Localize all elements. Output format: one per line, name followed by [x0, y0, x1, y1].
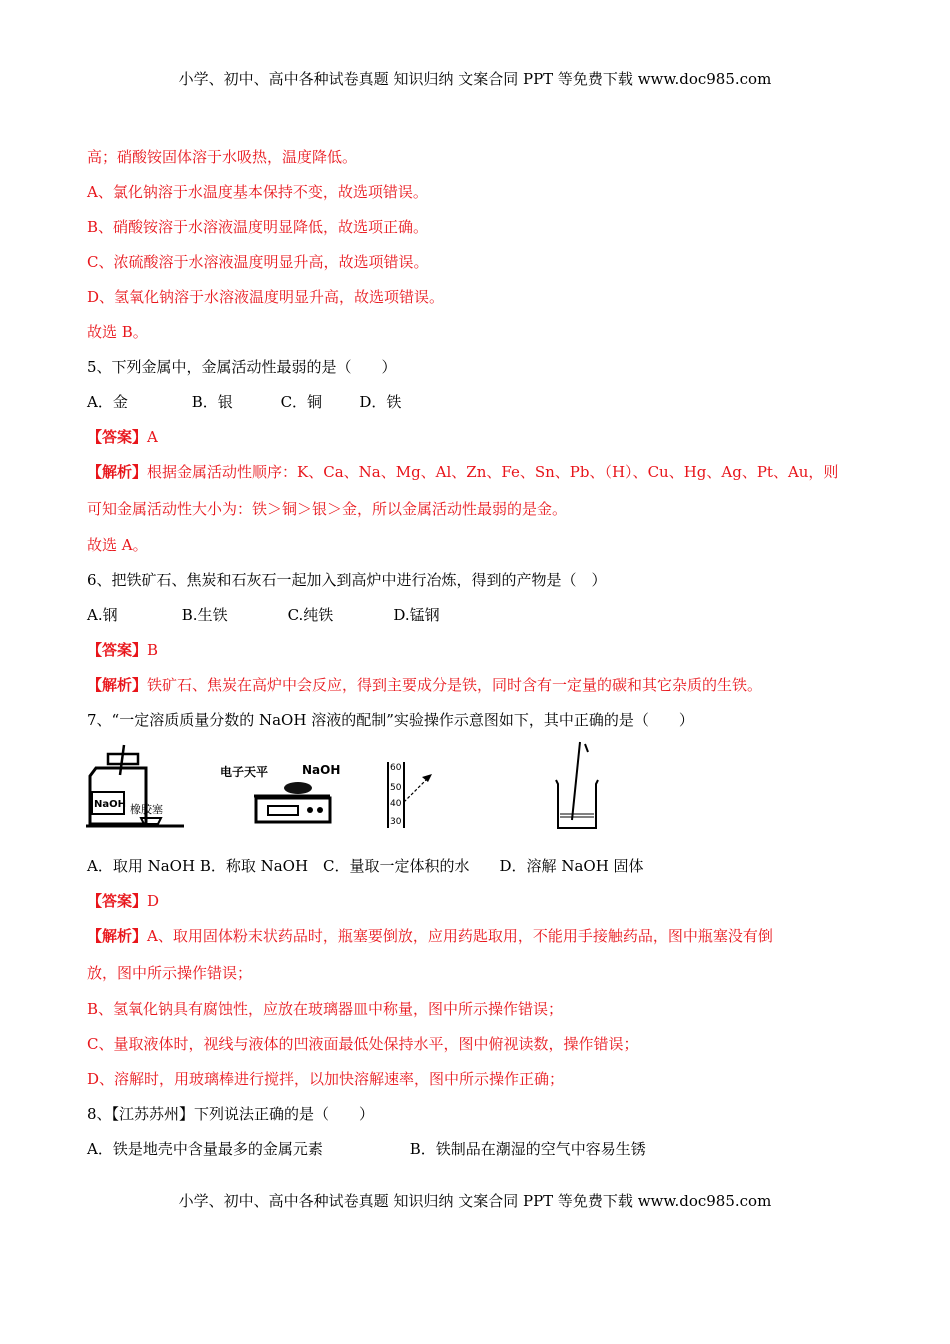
page-footer: 小学、初中、高中各种试卷真题 知识归纳 文案合同 PPT 等免费下载 www.doc985.com — [178, 1192, 772, 1210]
q4-option-b-analysis: B、硝酸铵溶于水溶液温度明显降低，故选项正确。 — [87, 218, 429, 236]
q5-analysis-line1 — [87, 462, 870, 482]
q7-option-b-analysis: B、氢氧化钠具有腐蚀性，应放在玻璃器皿中称量，图中所示操作错误； — [87, 1000, 564, 1018]
q5-option-d: D．铁 — [359, 393, 402, 411]
q4-option-d-analysis: D、氢氧化钠溶于水溶液温度明显升高，故选项错误。 — [87, 288, 445, 306]
answer-label: 【答案】 — [87, 892, 148, 910]
fig-balance-label: 电子天平 — [220, 765, 269, 779]
answer-value: D — [147, 892, 160, 910]
q7-options: A．取用 NaOH B．称取 NaOH C．量取一定体积的水 D．溶解 NaOH 固体 — [87, 857, 644, 875]
fig-stopper-label: 橡胶塞 — [130, 803, 163, 816]
q5-analysis-line2: 可知金属活动性大小为：铁＞铜＞银＞金，所以金属活动性最弱的是金。 — [87, 500, 568, 518]
analysis-label: 【解析】 — [87, 463, 148, 481]
q7-option-d-analysis: D、溶解时，用玻璃棒进行搅拌，以加快溶解速率，图中所示操作正确； — [87, 1070, 565, 1088]
q7-analysis-line1 — [87, 926, 870, 946]
q6-option-a: A.钢 — [87, 606, 118, 624]
q8-option-b: B．铁制品在潮湿的空气中容易生锈 — [409, 1140, 646, 1158]
analysis-text: 根据金属活动性顺序：K、Ca、Na、Mg、Al、Zn、Fe、Sn、Pb、（H）、Cu、Hg、Ag、Pt、Au，则 — [147, 463, 839, 481]
q5-option-a: A．金 — [87, 393, 128, 411]
q6-option-d: D.锰钢 — [393, 606, 440, 624]
q6-stem: 6、把铁矿石、焦炭和石灰石一起加入到高炉中进行冶炼，得到的产物是（ ） — [87, 571, 607, 589]
q4-explanation-line: 高；硝酸铵固体溶于水吸热，温度降低。 — [87, 148, 358, 166]
q6-analysis — [87, 675, 870, 695]
fig-bottle-label: NaOH — [94, 799, 126, 810]
analysis-label: 【解析】 — [87, 927, 148, 945]
fig-tick-50: 50 — [390, 783, 402, 793]
fig-tick-40: 40 — [390, 799, 402, 809]
q6-option-b: B.生铁 — [181, 606, 228, 624]
fig-tick-60: 60 — [390, 763, 402, 773]
figure-balance — [218, 740, 348, 830]
figure-beaker — [550, 740, 610, 832]
q7-stem: 7、“一定溶质质量分数的 NaOH 溶液的配制”实验操作示意图如下，其中正确的是（ ） — [87, 711, 694, 729]
q4-conclusion: 故选 B。 — [87, 323, 148, 341]
q5-answer — [87, 427, 870, 447]
q7-answer — [87, 891, 870, 911]
fig-balance-naoh-label: NaOH — [302, 763, 341, 777]
q8-options — [87, 1139, 870, 1159]
answer-value: A — [147, 428, 158, 446]
q5-option-c: C．铜 — [280, 393, 323, 411]
q6-options — [87, 605, 870, 625]
figure-cylinder — [382, 740, 452, 830]
q4-option-c-analysis: C、浓硫酸溶于水溶液温度明显升高，故选项错误。 — [87, 253, 429, 271]
q5-option-b: B．银 — [191, 393, 233, 411]
analysis-label: 【解析】 — [87, 676, 148, 694]
q4-option-a-analysis: A、氯化钠溶于水温度基本保持不变，故选项错误。 — [87, 183, 428, 201]
q8-stem: 8、【江苏苏州】下列说法正确的是（ ） — [87, 1105, 375, 1123]
q5-stem: 5、下列金属中，金属活动性最弱的是（ ） — [87, 358, 397, 376]
figure-take-naoh — [86, 740, 186, 830]
q5-options — [87, 392, 870, 412]
answer-label: 【答案】 — [87, 641, 148, 659]
q6-answer — [87, 640, 870, 660]
fig-tick-30: 30 — [390, 817, 402, 827]
analysis-text: 铁矿石、焦炭在高炉中会反应，得到主要成分是铁，同时含有一定量的碳和其它杂质的生铁。 — [147, 676, 763, 694]
q8-option-a: A．铁是地壳中含量最多的金属元素 — [87, 1140, 323, 1158]
answer-label: 【答案】 — [87, 428, 148, 446]
answer-value: B — [147, 641, 159, 659]
q5-conclusion: 故选 A。 — [87, 536, 148, 554]
q6-option-c: C.纯铁 — [287, 606, 334, 624]
analysis-text: A、取用固体粉末状药品时，瓶塞要倒放，应用药匙取用，不能用手接触药品，图中瓶塞没有倒 — [147, 927, 773, 945]
page-header: 小学、初中、高中各种试卷真题 知识归纳 文案合同 PPT 等免费下载 www.doc985.com — [178, 70, 772, 88]
q7-analysis-line2: 放，图中所示操作错误； — [87, 964, 253, 982]
q7-option-c-analysis: C、量取液体时，视线与液体的凹液面最低处保持水平，图中俯视读数，操作错误； — [87, 1035, 639, 1053]
